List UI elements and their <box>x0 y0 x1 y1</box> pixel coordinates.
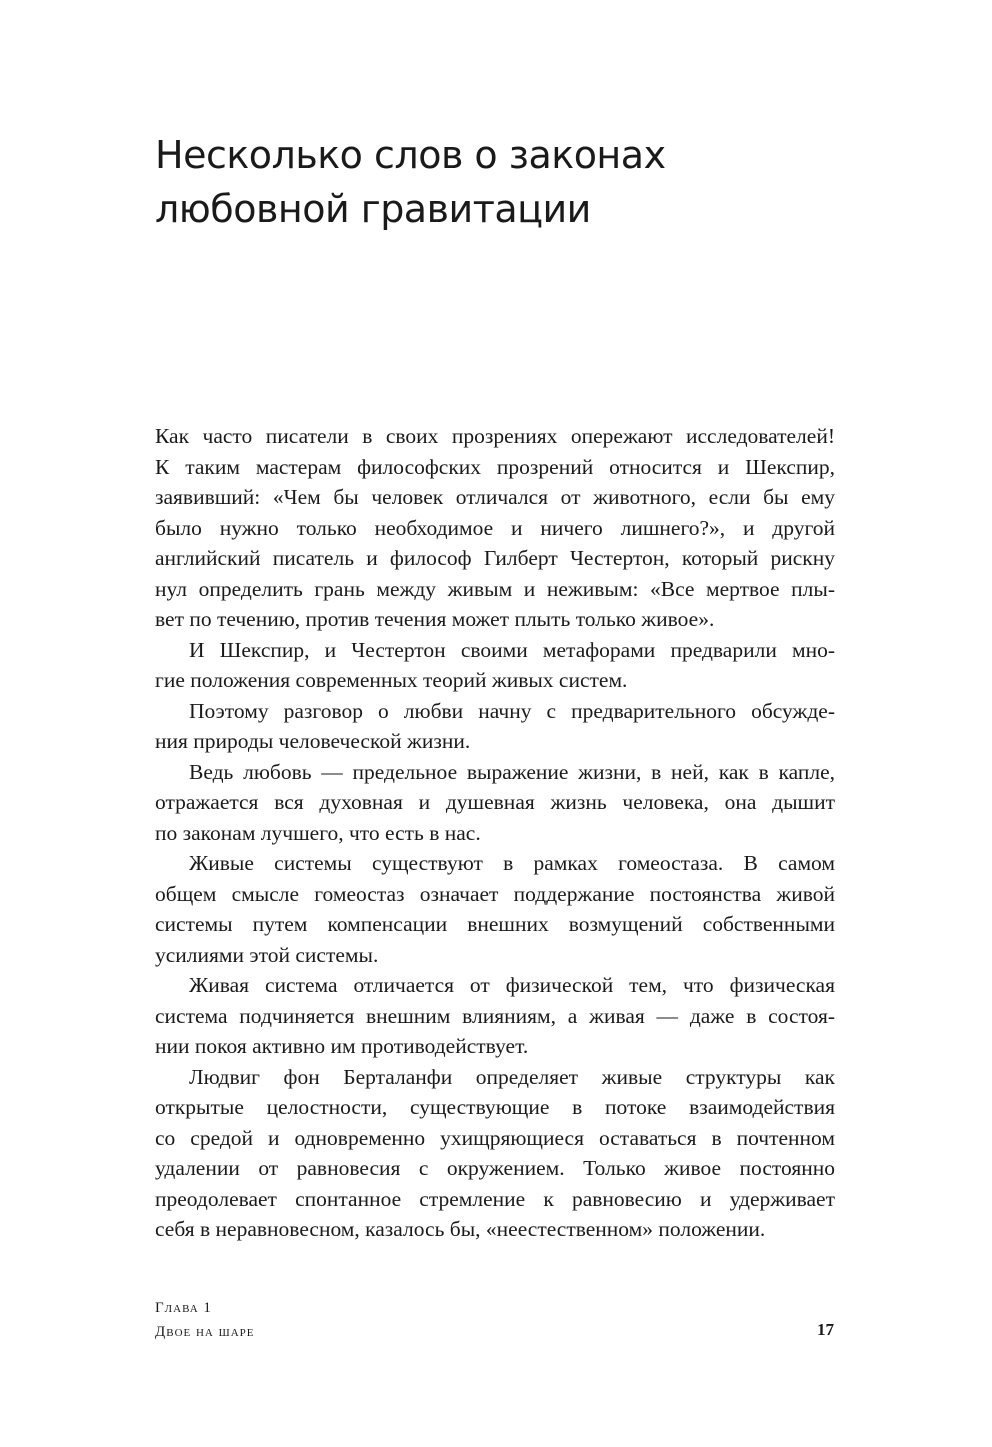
text-line: Живые системы существуют в рамках гомеостаза. В самом <box>189 851 835 875</box>
text-line: гие положения современных теорий живых систем. <box>155 668 628 692</box>
text-line: было нужно только необходимое и ничего лишнего?», и другой <box>155 515 835 540</box>
text-line: общем смысле гомеостаз означает поддержание постоянства живой <box>155 881 835 906</box>
text-line: удалении от равновесия с окружением. Только живое постоянно <box>155 1156 835 1180</box>
text-line: Живая система отличается от физической тем, что физическая <box>189 973 835 997</box>
text-line: усилиями этой системы. <box>155 942 379 967</box>
text-line: нул определить грань между живым и неживым: «Все мертвое плы- <box>155 576 835 601</box>
text-line: открытые целостности, существующие в потоке взаимодействия <box>155 1095 835 1119</box>
text-line: вет по течению, против течения может плыть только живое». <box>155 607 715 631</box>
text-line: ния природы человеческой жизни. <box>155 729 471 753</box>
chapter-label: Глава 1 <box>155 1300 212 1316</box>
body-text <box>155 421 835 1245</box>
text-line: Как часто писатели в своих прозрениях опережают исследователей! <box>155 424 835 448</box>
chapter-title: Двое на шаре <box>155 1324 255 1340</box>
title-line-1: Несколько слов о законах <box>155 133 666 177</box>
text-line: по законам лучшего, что есть в нас. <box>155 820 481 845</box>
text-line: английский писатель и философ Гилберт Честертон, который рискну <box>155 546 835 570</box>
page-title <box>155 128 855 236</box>
text-line: Поэтому разговор о любви начну с предварительного обсужде- <box>189 698 835 723</box>
running-footer <box>155 1296 255 1344</box>
text-line: отражается вся духовная и душевная жизнь человека, она дышит <box>155 790 835 814</box>
page-number: 17 <box>817 1320 834 1339</box>
text-line: себя в неравновесном, казалось бы, «неестественном» положении. <box>155 1217 766 1241</box>
text-line: Людвиг фон Берталанфи определяет живые структуры как <box>189 1064 835 1089</box>
text-line: преодолевает спонтанное стремление к равновесию и удерживает <box>155 1186 835 1211</box>
title-line-2: любовной гравитации <box>155 187 591 231</box>
text-line: система подчиняется внешним влияниям, а живая — даже в состоя- <box>155 1003 835 1028</box>
text-line: И Шекспир, и Честертон своими метафорами предварили мно- <box>189 637 835 662</box>
text-line: Ведь любовь — предельное выражение жизни, в ней, как в капле, <box>189 759 835 784</box>
text-line: нии покоя активно им противодействует. <box>155 1034 529 1058</box>
text-line: со средой и одновременно ухищряющиеся оставаться в почтенном <box>155 1125 835 1150</box>
text-line: заявивший: «Чем бы человек отличался от животного, если бы ему <box>155 485 835 509</box>
text-line: К таким мастерам философских прозрений относится и Шекспир, <box>155 454 835 479</box>
text-line: системы путем компенсации внешних возмущений собственными <box>155 912 835 936</box>
